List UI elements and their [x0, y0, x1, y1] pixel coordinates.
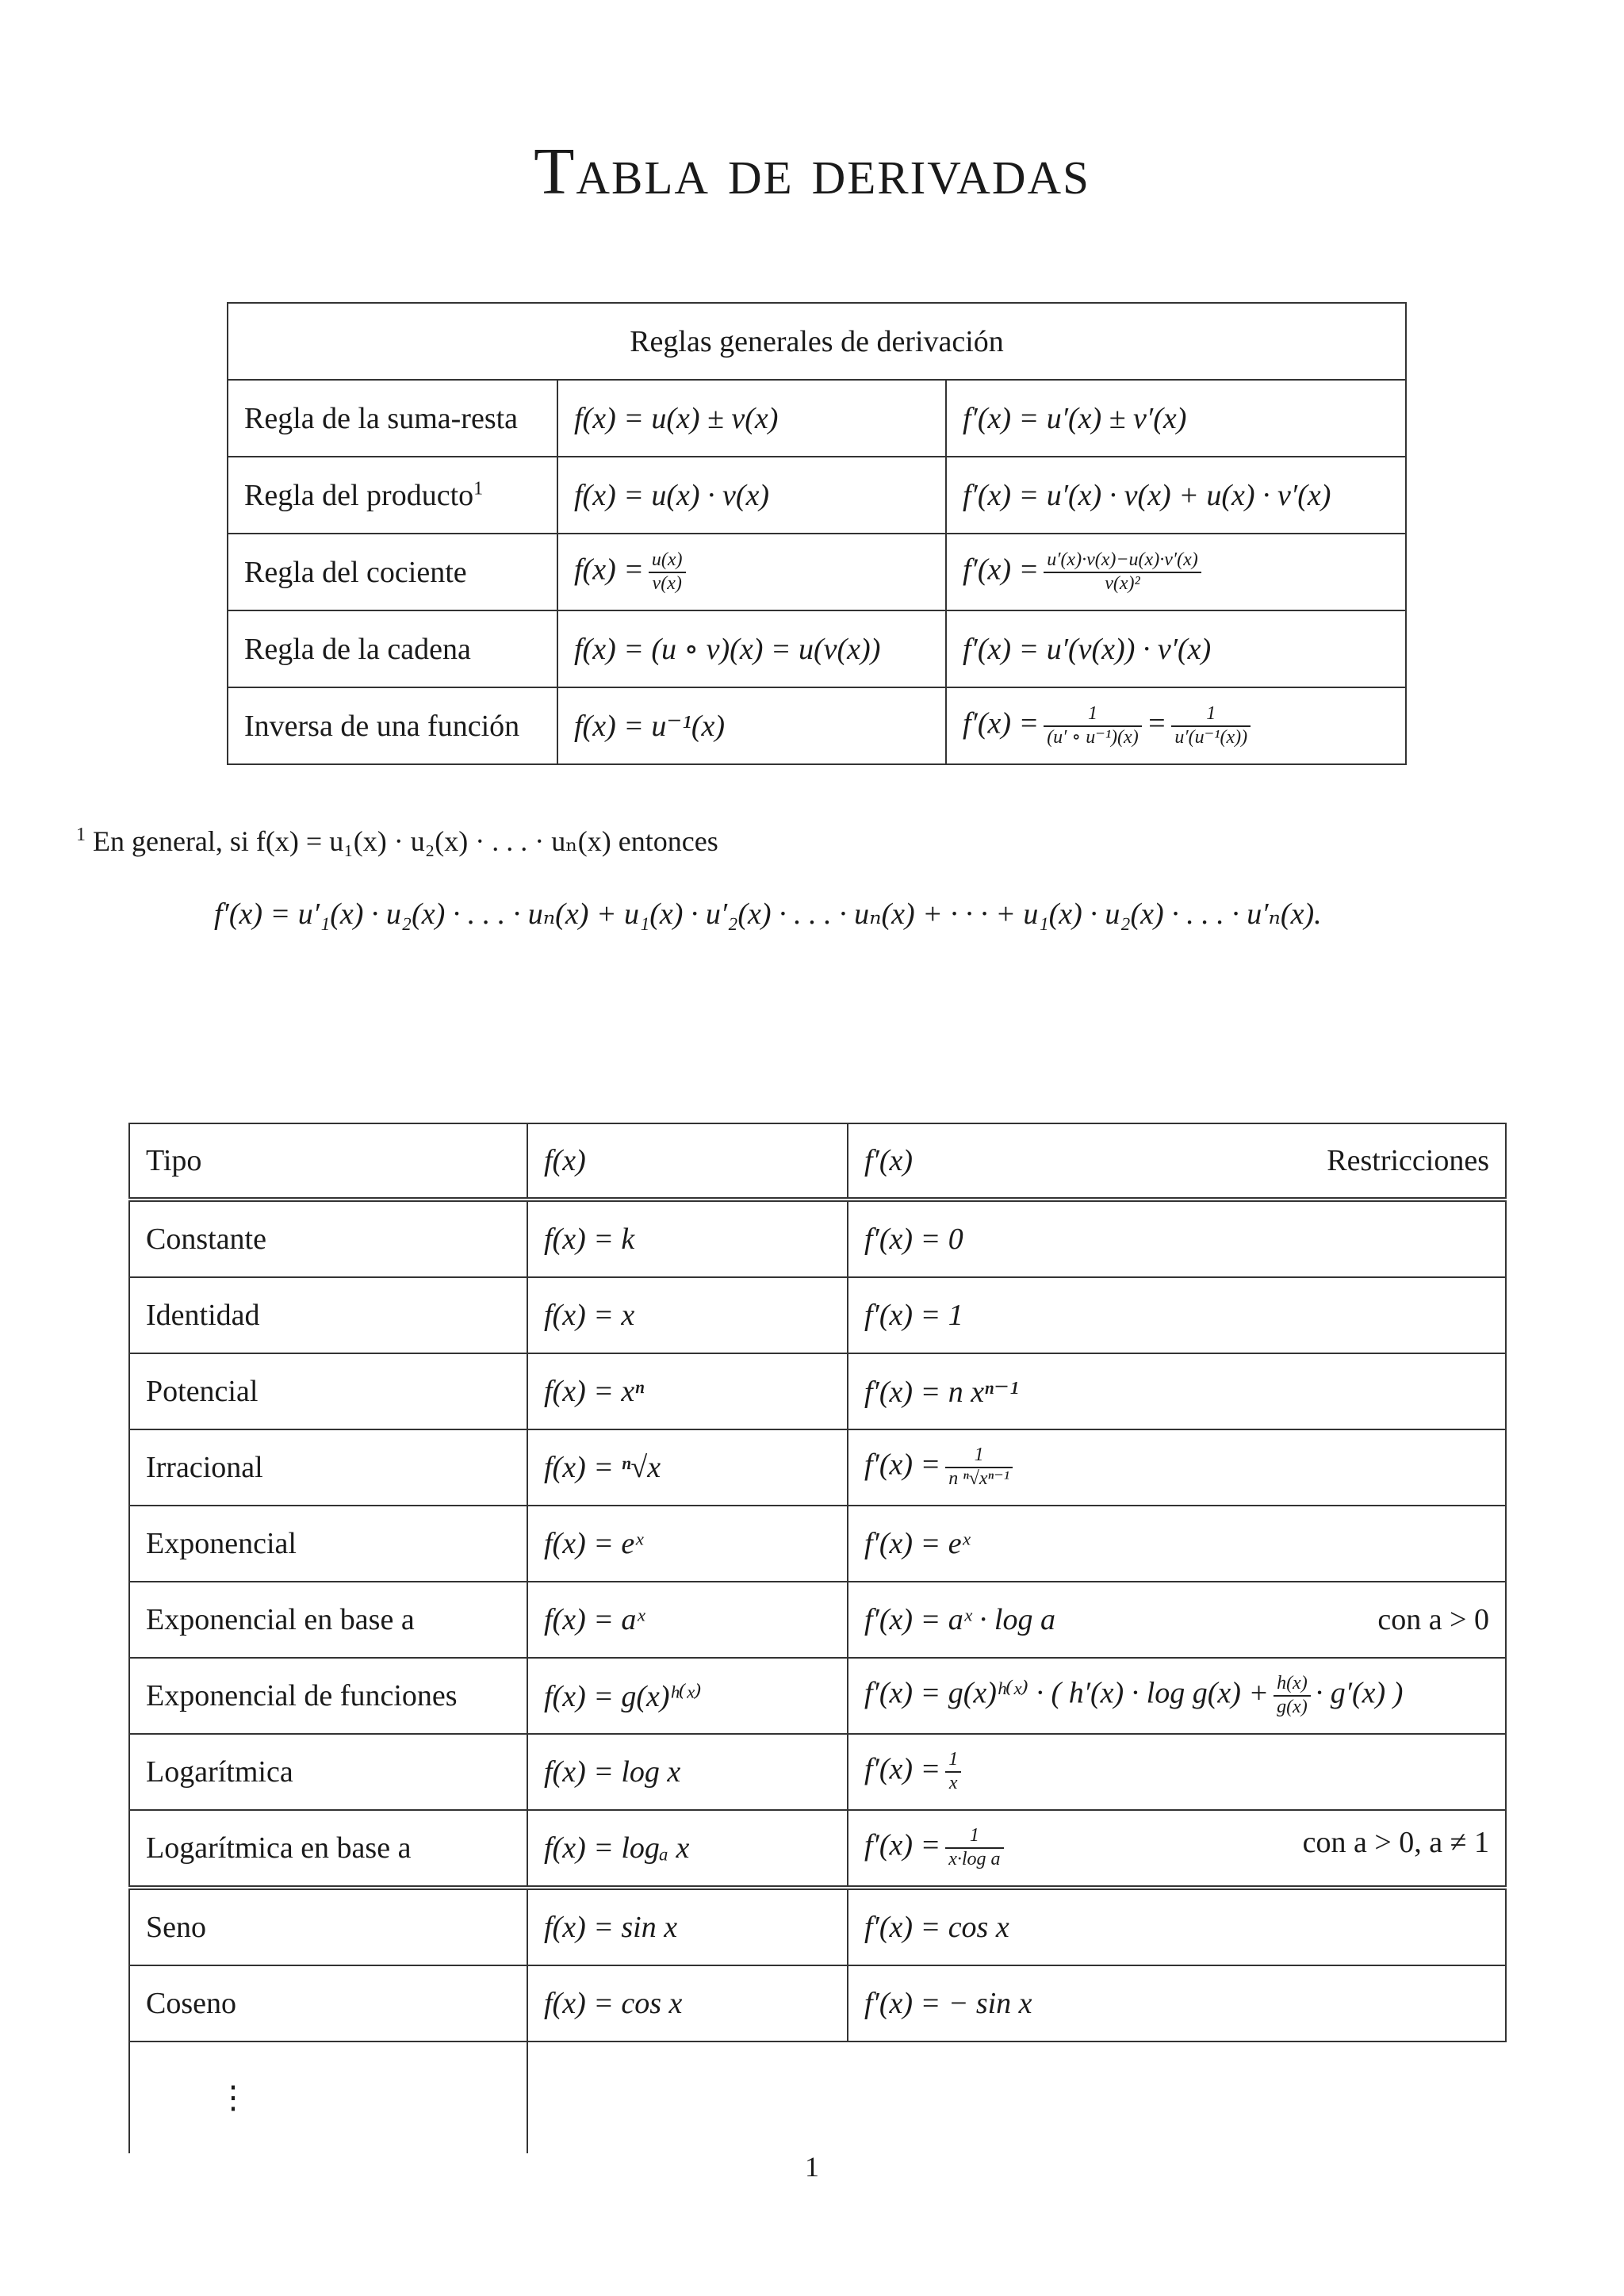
rule-f: f(x) = u⁻¹(x) [557, 687, 946, 764]
table-row [129, 1429, 1506, 1506]
header-tipo: Tipo [129, 1123, 527, 1200]
table-row [228, 534, 1406, 610]
row-f: f(x) = logₐ x [527, 1810, 848, 1888]
rule-name: Inversa de una función [228, 687, 557, 764]
table-row [129, 1200, 1506, 1277]
rule-name: Regla del cociente [228, 534, 557, 610]
rule-name: Regla del producto$^1$ [228, 457, 557, 534]
row-restriction: con a > 0 [1377, 1603, 1489, 1636]
row-f: f(x) = aˣ [527, 1582, 848, 1658]
row-fp: f′(x) = $\frac{1}{\text{x·log a}}$ con a > 0, a ≠ 1 [848, 1810, 1506, 1888]
row-f: f(x) = xⁿ [527, 1353, 848, 1429]
rule-f: f(x) = u(x) · v(x) [557, 457, 946, 534]
header-restricciones: Restricciones [1327, 1144, 1489, 1177]
table-row [129, 1277, 1506, 1353]
row-tipo: Exponencial en base a [129, 1582, 527, 1658]
table-row [129, 1734, 1506, 1810]
row-fp: f′(x) = eˣ [848, 1506, 1506, 1582]
rule-f: f(x) = u(x) ± v(x) [557, 380, 946, 457]
table-row [129, 1353, 1506, 1429]
row-tipo: Constante [129, 1200, 527, 1277]
header-f: f(x) [527, 1123, 848, 1200]
row-tipo: Logarítmica [129, 1734, 527, 1810]
row-tipo: Logarítmica en base a [129, 1810, 527, 1888]
row-tipo: Coseno [129, 1965, 527, 2042]
rule-fp: f′(x) = u′(v(x)) · v′(x) [946, 610, 1406, 687]
footnote-formula: f′(x) = u′₁(x) · u₂(x) · . . . · uₙ(x) + u₁(x) · u′₂(x) · . . . · uₙ(x) + · · · + u₁(x) · u₂(x) · . . . · u′ₙ(x). [214, 897, 1322, 931]
row-fp: f′(x) = cos x [848, 1888, 1506, 1965]
row-restriction: con a > 0, a ≠ 1 [1302, 1826, 1489, 1860]
table-row [129, 1810, 1506, 1888]
rule-f: f(x) = $\frac{u(x)}{v(x)}$ [557, 534, 946, 610]
table-row [228, 687, 1406, 764]
general-rules-header: Reglas generales de derivación [228, 303, 1406, 380]
row-f: f(x) = log x [527, 1734, 848, 1810]
row-f: f(x) = x [527, 1277, 848, 1353]
row-f: f(x) = ⁿ√x [527, 1429, 848, 1506]
row-fp: f′(x) = n xⁿ⁻¹ [848, 1353, 1506, 1429]
general-rules-table [227, 302, 1407, 765]
table-row [129, 1965, 1506, 2042]
table-row [129, 1658, 1506, 1734]
table-header-row [129, 1123, 1506, 1200]
header-fp: f′(x) Restricciones [848, 1123, 1506, 1200]
row-f: f(x) = eˣ [527, 1506, 848, 1582]
table-row-ellipsis [129, 2042, 1506, 2153]
rule-fp: f′(x) = $\frac{u'(x)\cdot v(x)-u(x)\cdot v'(x)}{\text{v(x)²}}$ [946, 534, 1406, 610]
row-fp: f′(x) = $\frac{1}{x}$ [848, 1734, 1506, 1810]
page-title: Tabla de derivadas [534, 135, 1090, 209]
rule-name: Regla de la cadena [228, 610, 557, 687]
row-f: f(x) = g(x)ʰ⁽ˣ⁾ [527, 1658, 848, 1734]
table-row [129, 1506, 1506, 1582]
table-row [228, 610, 1406, 687]
row-fp: f′(x) = g(x)ʰ⁽ˣ⁾ · ( h′(x) · log g(x) + $\frac{h(x)}{g(x)}$ · g′(x) ) [848, 1658, 1506, 1734]
page-number: 1 [805, 2151, 819, 2183]
table-row [129, 1888, 1506, 1965]
row-tipo: Irracional [129, 1429, 527, 1506]
row-fp: f′(x) = aˣ · log a con a > 0 [848, 1582, 1506, 1658]
row-fp: f′(x) = $\frac{1}{\text{n ⁿ√xⁿ⁻¹}}$ [848, 1429, 1506, 1506]
row-f: f(x) = k [527, 1200, 848, 1277]
footnote [76, 825, 718, 858]
rule-fp: f′(x) = u′(x) · v(x) + u(x) · v′(x) [946, 457, 1406, 534]
table-row [228, 457, 1406, 534]
table-row [129, 1582, 1506, 1658]
rule-f: f(x) = (u ∘ v)(x) = u(v(x)) [557, 610, 946, 687]
rule-fp: f′(x) = u′(x) ± v′(x) [946, 380, 1406, 457]
row-fp: f′(x) = − sin x [848, 1965, 1506, 2042]
table-row [228, 380, 1406, 457]
footnote-text: En general, si f(x) = u₁(x) · u₂(x) · . . . · uₙ(x) entonces [93, 825, 718, 857]
ellipsis-cell: ⋮ [129, 2042, 527, 2153]
row-f: f(x) = cos x [527, 1965, 848, 2042]
row-fp: f′(x) = 0 [848, 1200, 1506, 1277]
row-tipo: Identidad [129, 1277, 527, 1353]
row-tipo: Seno [129, 1888, 527, 1965]
rule-name: Regla de la suma-resta [228, 380, 557, 457]
rule-fp: f′(x) = $\frac{1}{\text{(u′ ∘ u⁻¹)(x)}}$ = $\frac{1}{\text{u′(u⁻¹(x))}}$ [946, 687, 1406, 764]
row-tipo: Potencial [129, 1353, 527, 1429]
derivatives-table [128, 1123, 1507, 2153]
row-f: f(x) = sin x [527, 1888, 848, 1965]
footnote-mark: 1 [76, 825, 86, 845]
row-tipo: Exponencial de funciones [129, 1658, 527, 1734]
row-fp: f′(x) = 1 [848, 1277, 1506, 1353]
row-tipo: Exponencial [129, 1506, 527, 1582]
